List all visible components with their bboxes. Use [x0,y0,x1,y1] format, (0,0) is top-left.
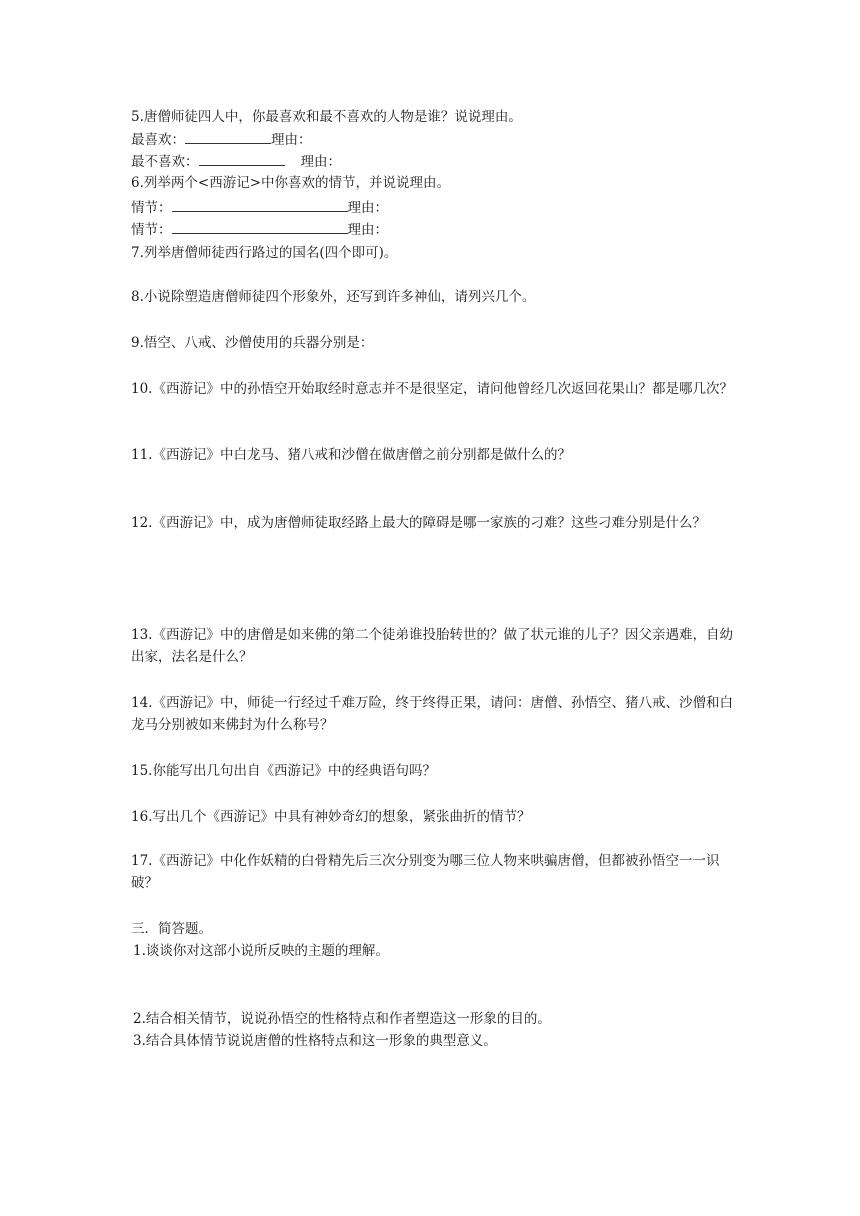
essay-question-3: 3.结合具体情节说说唐僧的性格特点和这一形象的典型意义。 [133,1033,497,1049]
essay-question-2: 2.结合相关情节，说说孙悟空的性格特点和作者塑造这一形象的目的。 [133,1011,551,1027]
question-15: 15.你能写出几句出自《西游记》中的经典语句吗？ [131,763,436,779]
question-6: 6.列举两个<西游记>中你喜欢的情节，并说说理由。 [131,175,451,191]
question-17: 17.《西游记》中化作妖精的白骨精先后三次分别变为哪三位人物来哄骗唐僧，但都被孙悟空一一识破？ [131,853,720,891]
question-13: 13.《西游记》中的唐僧是如来佛的第二个徒弟谁投胎转世的？做了状元谁的儿子？因父亲遇难，自幼出家，法名是什么？ [131,627,733,665]
q6-plot-label: 情节： [131,200,172,216]
question-11: 11.《西游记》中白龙马、猪八戒和沙僧在做唐僧之前分别都是做什么的？ [131,447,571,463]
q6-plot-label: 情节： [131,222,172,238]
question-10: 10.《西游记》中的孙悟空开始取经时意志并不是很坚定，请问他曾经几次返回花果山？都是哪几次？ [131,381,733,397]
q5-like-reason-label: 理由： [271,132,312,148]
q5-dislike-line [131,150,743,173]
section-3-title: 三．简答题。 [131,921,212,937]
q6-plot-blank-1[interactable] [172,196,348,212]
question-5: 5.唐僧师徒四人中，你最喜欢和最不喜欢的人物是谁？说说理由。 [131,109,522,125]
q6-plot-line-2 [131,218,743,241]
q5-dislike-label: 最不喜欢： [131,154,199,170]
q5-like-label: 最喜欢： [131,132,185,148]
question-9: 9.悟空、八戒、沙僧使用的兵器分别是： [131,335,374,351]
q5-dislike-reason-label: 理由： [300,154,341,170]
q6-plot-reason-label: 理由： [347,222,388,238]
question-14: 14.《西游记》中，师徒一行经过千难万险，终于终得正果，请问：唐僧、孙悟空、猪八戒、沙僧和白龙马分别被如来佛封为什么称号？ [131,695,733,733]
question-7: 7.列举唐僧师徒西行路过的国名(四个即可)。 [131,245,398,261]
q5-like-blank[interactable] [185,128,271,144]
question-12: 12.《西游记》中，成为唐僧师徒取经路上最大的障碍是哪一家族的刁难？这些刁难分别是什么？ [131,515,706,531]
essay-question-1: 1.谈谈你对这部小说所反映的主题的理解。 [133,943,389,959]
question-16: 16.写出几个《西游记》中具有神妙奇幻的想象，紧张曲折的情节？ [131,809,531,825]
q6-plot-line-1 [131,196,743,219]
q6-plot-reason-label: 理由： [347,200,388,216]
q5-dislike-blank[interactable] [199,150,285,166]
q5-like-line [131,128,743,151]
q6-plot-blank-2[interactable] [172,218,348,234]
question-8: 8.小说除塑造唐僧师徒四个形象外，还写到许多神仙，请列兴几个。 [131,289,536,305]
